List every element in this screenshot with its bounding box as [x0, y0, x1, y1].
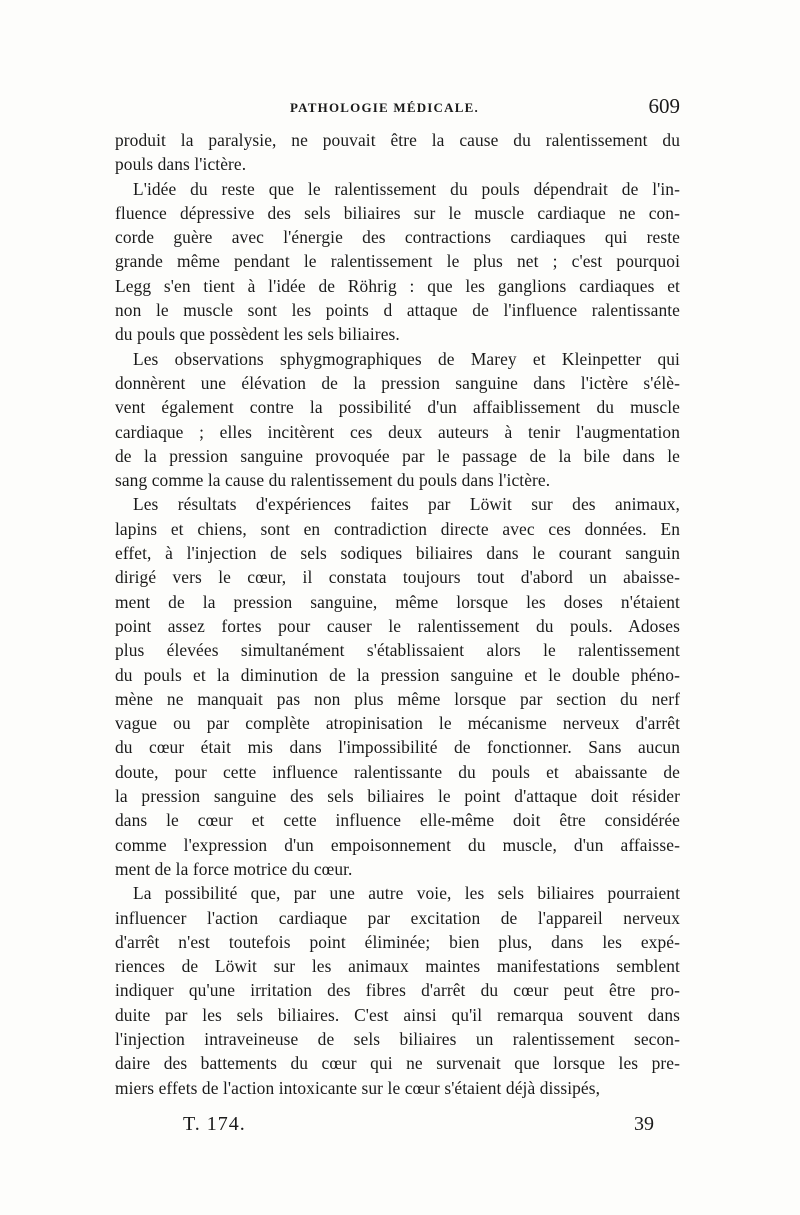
text-line: de la pression sanguine provoquée par le passage de la bile dans le	[115, 445, 680, 466]
signature-mark: T. 174.	[183, 1113, 246, 1135]
text-line: du pouls que possèdent les sels biliaires.	[115, 324, 400, 345]
text-line: vague ou par complète atropinisation le mécanisme nerveux d'arrêt	[115, 713, 680, 734]
text-line: lapins et chiens, sont en contradiction directe avec ces données. En	[115, 518, 680, 539]
text-line: sang comme la cause du ralentissement du pouls dans l'ictère.	[115, 470, 551, 491]
text-line: La possibilité que, par une autre voie, les sels biliaires pourraient	[133, 883, 680, 904]
paragraph	[115, 492, 680, 881]
text-line: fluence dépressive des sels biliaires sur le muscle cardiaque ne con-	[115, 202, 680, 223]
text-line: dans le cœur et cette influence elle-même doit être considérée	[115, 810, 680, 831]
text-line: Les observations sphygmographiques de Marey et Kleinpetter qui	[133, 348, 680, 369]
page-header	[115, 96, 680, 126]
paragraph	[115, 881, 680, 1100]
text-line: daire des battements du cœur qui ne survenait que lorsque les pre-	[115, 1053, 680, 1074]
paragraph	[115, 177, 680, 347]
text-line: Les résultats d'expériences faites par Löwit sur des animaux,	[133, 494, 680, 515]
text-line: plus élevées simultanément s'établissaient alors le ralentissement	[115, 640, 680, 661]
text-line: Legg s'en tient à l'idée de Röhrig : que les ganglions cardiaques et	[115, 275, 680, 296]
text-line: ment de la pression sanguine, même lorsque les doses n'étaient	[115, 591, 680, 612]
text-line: doute, pour cette influence ralentissante du pouls et abaissante de	[115, 761, 680, 782]
text-line: L'idée du reste que le ralentissement du pouls dépendrait de l'in-	[133, 178, 680, 199]
text-line: riences de Löwit sur les animaux maintes manifestations semblent	[115, 956, 680, 977]
text-line: point assez fortes pour causer le ralentissement du pouls. Adoses	[115, 615, 680, 636]
text-line: non le muscle sont les points d attaque de l'influence ralentissante	[115, 300, 680, 321]
paragraph	[115, 128, 680, 177]
running-title: PATHOLOGIE MÉDICALE.	[290, 100, 479, 115]
text-line: effet, à l'injection de sels sodiques biliaires dans le courant sanguin	[115, 543, 680, 564]
text-line: mène ne manquait pas non plus même lorsque par section du nerf	[115, 688, 680, 709]
text-line: vent également contre la possibilité d'un affaiblissement du muscle	[115, 397, 680, 418]
page-number: 609	[648, 94, 680, 118]
text-line: comme l'expression d'un empoisonnement du muscle, d'un affaisse-	[115, 834, 680, 855]
text-line: donnèrent une élévation de la pression sanguine dans l'ictère s'élè-	[115, 372, 680, 393]
text-line: grande même pendant le ralentissement le plus net ; c'est pourquoi	[115, 251, 680, 272]
text-line: pouls dans l'ictère.	[115, 154, 247, 175]
text-line: du cœur était mis dans l'impossibilité de fonctionner. Sans aucun	[115, 737, 680, 758]
text-line: dirigé vers le cœur, il constata toujours tout d'abord un abaisse-	[115, 567, 680, 588]
text-line: la pression sanguine des sels biliaires le point d'attaque doit résider	[115, 786, 680, 807]
text-line: influencer l'action cardiaque par excitation de l'appareil nerveux	[115, 907, 680, 928]
text-line: indiquer qu'une irritation des fibres d'arrêt du cœur peut être pro-	[115, 980, 680, 1001]
text-line: corde guère avec l'énergie des contractions cardiaques qui reste	[115, 227, 680, 248]
text-line: ment de la force motrice du cœur.	[115, 858, 353, 879]
page-body	[115, 128, 680, 1100]
text-line: cardiaque ; elles incitèrent ces deux auteurs à tenir l'augmentation	[115, 421, 680, 442]
text-line: l'injection intraveineuse de sels biliaires un ralentissement secon-	[115, 1028, 680, 1049]
paragraph	[115, 347, 680, 493]
text-line: duite par les sels biliaires. C'est ainsi qu'il remarqua souvent dans	[115, 1004, 680, 1025]
text-line: miers effets de l'action intoxicante sur le cœur s'étaient déjà dissipés,	[115, 1077, 601, 1098]
text-line: produit la paralysie, ne pouvait être la cause du ralentissement du	[115, 130, 680, 150]
page-footer	[115, 1113, 680, 1143]
text-line: du pouls et la diminution de la pression sanguine et le double phéno-	[115, 664, 680, 685]
signature-number: 39	[634, 1113, 654, 1135]
text-line: d'arrêt n'est toutefois point éliminée; bien plus, dans les expé-	[115, 931, 680, 952]
